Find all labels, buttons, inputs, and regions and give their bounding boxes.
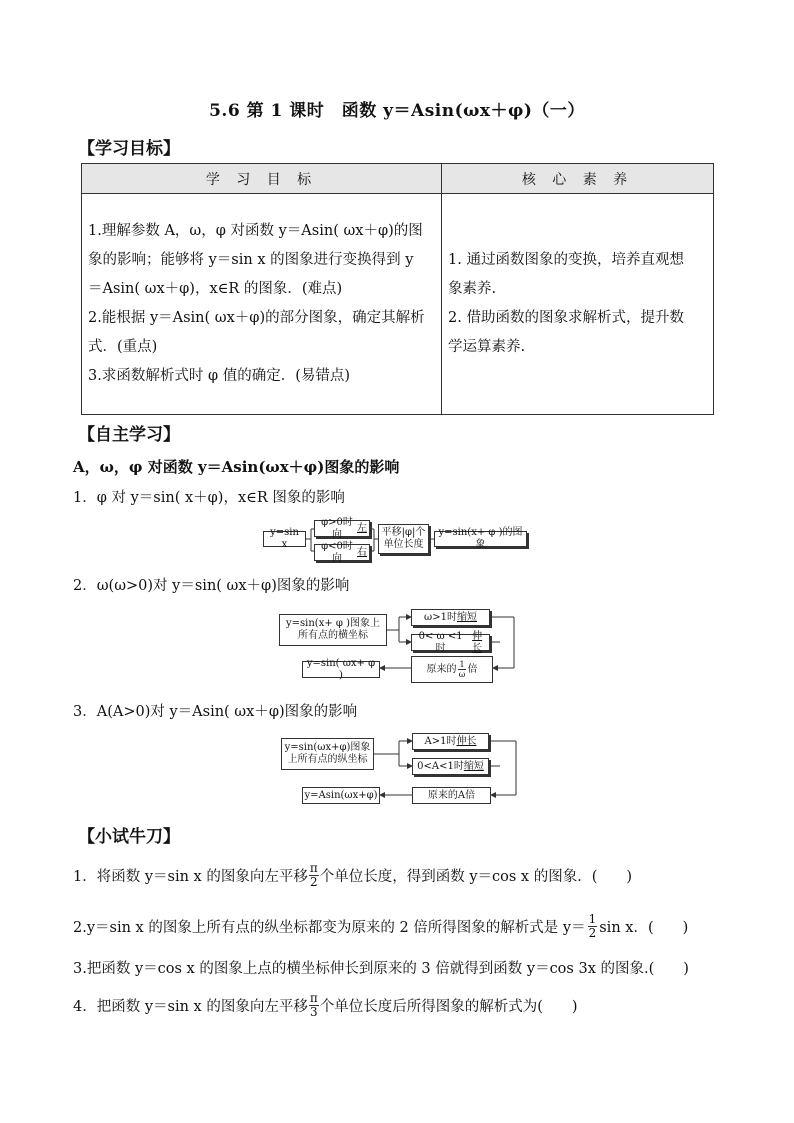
d2-result-box: y=sin( ωx+ φ ) <box>302 661 380 678</box>
d3-start-line-a: y=sin(ωx+φ)图象 <box>284 742 371 753</box>
d2-cond-b-word: 伸长 <box>472 630 483 654</box>
q4-pre: 4．把函数 y＝sin x 的图象向左平移 <box>73 999 308 1015</box>
page-title: 5.6 第 1 课时 函数 y＝Asin(ωx＋φ)（一） <box>209 101 585 121</box>
q1-fraction <box>309 862 319 889</box>
d2-start-line-b: 所有点的横坐标 <box>298 630 368 641</box>
self-study-item-3: 3．A(A>0)对 y＝Asin( ωx＋φ)图象的影响 <box>73 704 358 720</box>
d2-factor-pre: 原来的 <box>426 663 457 675</box>
d3-cond-a-text: A>1时 <box>424 735 457 747</box>
literacy-header: 核 心 素 养 <box>442 164 714 194</box>
d2-cond-a-word: 缩短 <box>456 611 477 623</box>
d2-factor-den: ω <box>458 670 466 679</box>
literacy-line: 学运算素养. <box>448 339 526 355</box>
q2-post: sin x．( ) <box>599 920 689 936</box>
literacy-line: 1. 通过函数图象的变换，培养直观想 <box>448 252 684 268</box>
d1-cond-positive-text: φ>0时向 <box>321 516 353 540</box>
q1-num: π <box>309 861 318 875</box>
q4-fraction <box>309 992 319 1019</box>
q1-pre: 1．将函数 y＝sin x 的图象向左平移 <box>73 869 308 885</box>
d1-result-box: y=sin(x+ φ )的图象 <box>434 531 527 547</box>
section-objectives: 【学习目标】 <box>78 139 180 159</box>
objective-line: ＝Asin( ωx＋φ)，x∈R 的图象．(难点) <box>88 281 343 297</box>
q2-fraction <box>588 913 598 940</box>
q4-num: π <box>309 991 318 1005</box>
d3-cond-a-box <box>412 733 489 750</box>
d2-cond-b-text: 0< ω <1时 <box>418 630 463 654</box>
objective-line: 1.理解参数 A，ω，φ 对函数 y＝Asin( ωx＋φ)的图 <box>88 223 423 239</box>
d3-factor-box: 原来的A倍 <box>412 787 491 804</box>
d3-cond-a-word: 伸长 <box>456 735 477 747</box>
d1-shift-line-b: 单位长度 <box>383 539 424 550</box>
d3-cond-b-word: 缩短 <box>463 760 484 772</box>
literacy-line: 象素养. <box>448 281 497 297</box>
section-practice: 【小试牛刀】 <box>78 827 180 847</box>
self-study-heading: A，ω，φ 对函数 y＝Asin(ωx＋φ)图象的影响 <box>73 458 400 476</box>
d2-factor-num: 1 <box>459 660 465 669</box>
objective-line: 式．(重点) <box>88 339 158 355</box>
q2-num: 1 <box>588 912 597 926</box>
section-self-study: 【自主学习】 <box>78 425 180 445</box>
d3-cond-b-text: 0<A<1时 <box>417 760 464 772</box>
practice-question-1 <box>73 862 632 889</box>
d2-factor-post: 倍 <box>467 663 478 675</box>
objectives-header: 学 习 目 标 <box>82 164 442 194</box>
d1-start-box: y=sin x <box>263 531 306 547</box>
self-study-item-1: 1．φ 对 y＝sin( x＋φ)，x∈R 图象的影响 <box>73 490 345 506</box>
q1-den: 2 <box>309 875 318 889</box>
d3-start-line-b: 上所有点的纵坐标 <box>287 754 368 765</box>
d3-result-box: y=Asin(ωx+φ) <box>302 787 380 804</box>
d1-cond-negative-dir: 右 <box>357 546 367 558</box>
d2-start-line-a: y=sin(x+ φ )图象上 <box>286 618 380 629</box>
objective-line: 象的影响；能够将 y＝sin x 的图象进行变换得到 y <box>88 252 414 268</box>
objective-line: 3.求函数解析式时 φ 值的确定．(易错点) <box>88 368 351 384</box>
q2-den: 2 <box>588 926 597 940</box>
q1-post: 个单位长度，得到函数 y＝cos x 的图象．( ) <box>319 869 633 885</box>
d1-cond-negative-text: φ<0时向 <box>321 540 353 564</box>
d1-shift-line-a: 平移|φ|个 <box>381 527 426 538</box>
objective-line: 2.能根据 y＝Asin( ωx＋φ)的部分图象，确定其解析 <box>88 310 425 326</box>
practice-question-3: 3.把函数 y＝cos x 的图象上点的横坐标伸长到原来的 3 倍就得到函数 y＝cos 3x 的图象.( ) <box>73 961 689 977</box>
d1-cond-positive-dir: 左 <box>357 522 367 534</box>
literacy-line: 2. 借助函数的图象求解析式，提升数 <box>448 310 684 326</box>
d3-cond-b-box <box>412 758 489 775</box>
q4-den: 3 <box>309 1005 318 1019</box>
d3-start-box <box>281 738 374 770</box>
q2-pre: 2.y＝sin x 的图象上所有点的纵坐标都变为原来的 2 倍所得图象的解析式是 y＝ <box>73 920 586 936</box>
d2-cond-a-text: ω>1时 <box>424 611 457 623</box>
self-study-item-2: 2．ω(ω>0)对 y＝sin( ωx＋φ)图象的影响 <box>73 578 350 594</box>
practice-question-4 <box>73 992 578 1019</box>
practice-question-2 <box>73 913 688 940</box>
q4-post: 个单位长度后所得图象的解析式为( ) <box>319 999 578 1015</box>
